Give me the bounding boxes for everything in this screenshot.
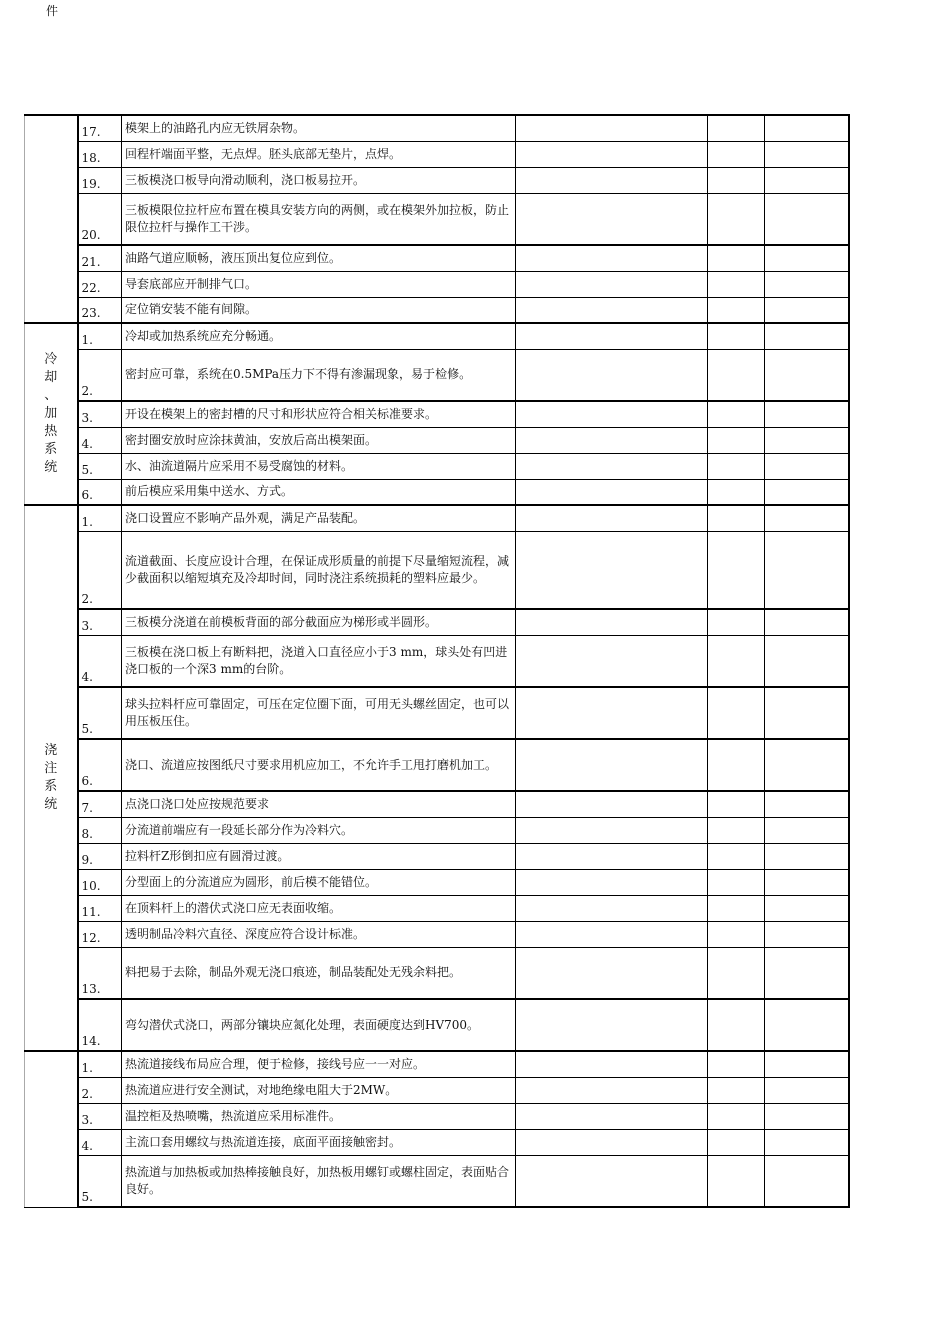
section-category: [25, 323, 78, 505]
item-text: 温控柜及热喷嘴，热流道应采用标准件。: [122, 1103, 516, 1129]
check-cell-c[interactable]: [765, 1051, 849, 1077]
item-number: 13.: [78, 947, 122, 999]
table-row: [25, 505, 849, 531]
item-text: 热流道接线布局应合理，便于检修，接线号应一一对应。: [122, 1051, 516, 1077]
table-row: [25, 271, 849, 297]
check-cell-b[interactable]: [708, 609, 765, 635]
item-text: 定位销安装不能有间隙。: [122, 297, 516, 323]
item-text: 开设在模架上的密封槽的尺寸和形状应符合相关标准要求。: [122, 401, 516, 427]
table-row: [25, 843, 849, 869]
item-text: 油路气道应顺畅，液压顶出复位应到位。: [122, 245, 516, 271]
check-cell-a[interactable]: [516, 999, 708, 1051]
check-cell-c[interactable]: [765, 1129, 849, 1155]
item-number: 3.: [78, 609, 122, 635]
item-text: 前后模应采用集中送水、方式。: [122, 479, 516, 505]
item-number: 1.: [78, 323, 122, 349]
item-text: 密封应可靠，系统在0.5MPa压力下不得有渗漏现象，易于检修。: [122, 349, 516, 401]
check-cell-c[interactable]: [765, 427, 849, 453]
item-number: 6.: [78, 739, 122, 791]
check-cell-c[interactable]: [765, 999, 849, 1051]
table-row: [25, 947, 849, 999]
check-cell-b[interactable]: [708, 921, 765, 947]
table-row: [25, 1077, 849, 1103]
check-cell-b[interactable]: [708, 531, 765, 609]
table-row: [25, 791, 849, 817]
check-cell-c[interactable]: [765, 1155, 849, 1207]
check-cell-b[interactable]: [708, 323, 765, 349]
item-text: 浇口设置应不影响产品外观，满足产品装配。: [122, 505, 516, 531]
item-text: 点浇口浇口处应按规范要求: [122, 791, 516, 817]
item-text: 浇口、流道应按图纸尺寸要求用机应加工，不允许手工甩打磨机加工。: [122, 739, 516, 791]
table-row: [25, 349, 849, 401]
item-number: 19.: [78, 167, 122, 193]
check-cell-c[interactable]: [765, 167, 849, 193]
check-cell-c[interactable]: [765, 843, 849, 869]
check-cell-c[interactable]: [765, 791, 849, 817]
table-row: [25, 1129, 849, 1155]
table-row: [25, 141, 849, 167]
table-row: [25, 921, 849, 947]
section-category: [25, 505, 78, 1051]
item-number: 5.: [78, 453, 122, 479]
item-number: 18.: [78, 141, 122, 167]
table-row: [25, 1051, 849, 1077]
check-cell-b[interactable]: [708, 999, 765, 1051]
item-text: 弯勾潜伏式浇口，两部分镶块应氮化处理，表面硬度达到HV700。: [122, 999, 516, 1051]
item-number: 10.: [78, 869, 122, 895]
table-row: [25, 635, 849, 687]
item-text: 流道截面、长度应设计合理，在保证成形质量的前提下尽量缩短流程，减少截面积以缩短填充及冷却时间，同时浇注系统损耗的塑料应最少。: [122, 531, 516, 609]
check-cell-b[interactable]: [708, 1155, 765, 1207]
check-cell-a[interactable]: [516, 1051, 708, 1077]
check-cell-c[interactable]: [765, 635, 849, 687]
item-number: 6.: [78, 479, 122, 505]
table-row: [25, 193, 849, 245]
item-number: 14.: [78, 999, 122, 1051]
check-cell-a[interactable]: [516, 1155, 708, 1207]
check-cell-a[interactable]: [516, 401, 708, 427]
check-cell-c[interactable]: [765, 141, 849, 167]
item-number: 11.: [78, 895, 122, 921]
item-number: 20.: [78, 193, 122, 245]
check-cell-a[interactable]: [516, 1103, 708, 1129]
check-cell-b[interactable]: [708, 947, 765, 999]
check-cell-b[interactable]: [708, 791, 765, 817]
item-number: 8.: [78, 817, 122, 843]
section-category: [25, 1051, 78, 1207]
section-category: [25, 115, 78, 323]
item-number: 21.: [78, 245, 122, 271]
item-number: 4.: [78, 427, 122, 453]
check-cell-b[interactable]: [708, 297, 765, 323]
table-row: [25, 1103, 849, 1129]
item-number: 17.: [78, 115, 122, 141]
check-cell-a[interactable]: [516, 323, 708, 349]
item-number: 4.: [78, 1129, 122, 1155]
check-cell-b[interactable]: [708, 401, 765, 427]
item-number: 3.: [78, 1103, 122, 1129]
table-row: [25, 401, 849, 427]
check-cell-a[interactable]: [516, 1077, 708, 1103]
item-number: 23.: [78, 297, 122, 323]
checklist-table: [24, 114, 850, 1208]
check-cell-c[interactable]: [765, 505, 849, 531]
check-cell-b[interactable]: [708, 895, 765, 921]
check-cell-b[interactable]: [708, 635, 765, 687]
check-cell-a[interactable]: [516, 193, 708, 245]
check-cell-a[interactable]: [516, 271, 708, 297]
check-cell-c[interactable]: [765, 895, 849, 921]
check-cell-a[interactable]: [516, 141, 708, 167]
table-row: [25, 869, 849, 895]
check-cell-c[interactable]: [765, 947, 849, 999]
table-row: [25, 1155, 849, 1207]
item-number: 5.: [78, 687, 122, 739]
check-cell-b[interactable]: [708, 843, 765, 869]
item-text: 料把易于去除，制品外观无浇口痕迹，制品装配处无残余料把。: [122, 947, 516, 999]
check-cell-a[interactable]: [516, 791, 708, 817]
check-cell-b[interactable]: [708, 817, 765, 843]
check-cell-c[interactable]: [765, 817, 849, 843]
check-cell-c[interactable]: [765, 687, 849, 739]
item-text: 分型面上的分流道应为圆形，前后模不能错位。: [122, 869, 516, 895]
item-text: 三板模在浇口板上有断料把，浇道入口直径应小于3 mm，球头处有凹进浇口板的一个深3 mm的台阶。: [122, 635, 516, 687]
item-number: 7.: [78, 791, 122, 817]
check-cell-c[interactable]: [765, 869, 849, 895]
check-cell-c[interactable]: [765, 609, 849, 635]
check-cell-c[interactable]: [765, 531, 849, 609]
check-cell-c[interactable]: [765, 1103, 849, 1129]
item-text: 三板模分浇道在前模板背面的部分截面应为梯形或半圆形。: [122, 609, 516, 635]
check-cell-b[interactable]: [708, 141, 765, 167]
check-cell-a[interactable]: [516, 739, 708, 791]
item-text: 热流道应进行安全测试，对地绝缘电阻大于2MW。: [122, 1077, 516, 1103]
check-cell-b[interactable]: [708, 479, 765, 505]
check-cell-c[interactable]: [765, 479, 849, 505]
table-row: [25, 427, 849, 453]
item-number: 2.: [78, 349, 122, 401]
item-number: 22.: [78, 271, 122, 297]
check-cell-a[interactable]: [516, 505, 708, 531]
table-row: [25, 115, 849, 141]
check-cell-c[interactable]: [765, 453, 849, 479]
check-cell-a[interactable]: [516, 947, 708, 999]
table-row: [25, 739, 849, 791]
check-cell-b[interactable]: [708, 739, 765, 791]
check-cell-a[interactable]: [516, 297, 708, 323]
item-text: 透明制品冷料穴直径、深度应符合设计标准。: [122, 921, 516, 947]
check-cell-b[interactable]: [708, 427, 765, 453]
item-number: 3.: [78, 401, 122, 427]
table-row: [25, 297, 849, 323]
item-text: 三板模浇口板导向滑动顺利，浇口板易拉开。: [122, 167, 516, 193]
item-number: 2.: [78, 531, 122, 609]
check-cell-c[interactable]: [765, 1077, 849, 1103]
check-cell-a[interactable]: [516, 921, 708, 947]
item-text: 密封圈安放时应涂抹黄油，安放后高出模架面。: [122, 427, 516, 453]
check-cell-c[interactable]: [765, 349, 849, 401]
check-cell-c[interactable]: [765, 193, 849, 245]
table-row: [25, 817, 849, 843]
check-cell-a[interactable]: [516, 635, 708, 687]
check-cell-c[interactable]: [765, 245, 849, 271]
check-cell-a[interactable]: [516, 427, 708, 453]
item-text: 分流道前端应有一段延长部分作为冷料穴。: [122, 817, 516, 843]
table-row: [25, 453, 849, 479]
check-cell-b[interactable]: [708, 687, 765, 739]
check-cell-b[interactable]: [708, 115, 765, 141]
check-cell-b[interactable]: [708, 1103, 765, 1129]
item-number: 5.: [78, 1155, 122, 1207]
check-cell-a[interactable]: [516, 115, 708, 141]
check-cell-a[interactable]: [516, 1129, 708, 1155]
check-cell-b[interactable]: [708, 167, 765, 193]
check-cell-c[interactable]: [765, 115, 849, 141]
section-title: 冷却、加热系统: [44, 352, 58, 475]
item-number: 9.: [78, 843, 122, 869]
check-cell-a[interactable]: [516, 167, 708, 193]
item-number: 4.: [78, 635, 122, 687]
check-cell-c[interactable]: [765, 323, 849, 349]
item-text: 回程杆端面平整，无点焊。胚头底部无垫片，点焊。: [122, 141, 516, 167]
item-number: 12.: [78, 921, 122, 947]
check-cell-c[interactable]: [765, 271, 849, 297]
check-cell-c[interactable]: [765, 401, 849, 427]
item-number: 1.: [78, 1051, 122, 1077]
check-cell-a[interactable]: [516, 349, 708, 401]
table-row: [25, 479, 849, 505]
section-title: 浇注系统: [44, 743, 58, 812]
item-text: 水、油流道隔片应采用不易受腐蚀的材料。: [122, 453, 516, 479]
check-cell-b[interactable]: [708, 869, 765, 895]
check-cell-a[interactable]: [516, 531, 708, 609]
check-cell-c[interactable]: [765, 297, 849, 323]
table-row: [25, 609, 849, 635]
item-text: 主流口套用螺纹与热流道连接，底面平面接触密封。: [122, 1129, 516, 1155]
item-number: 2.: [78, 1077, 122, 1103]
table-row: [25, 323, 849, 349]
item-text: 拉料杆Z形倒扣应有圆滑过渡。: [122, 843, 516, 869]
item-text: 球头拉料杆应可靠固定，可压在定位圈下面，可用无头螺丝固定，也可以用压板压住。: [122, 687, 516, 739]
table-row: [25, 687, 849, 739]
check-cell-b[interactable]: [708, 245, 765, 271]
check-cell-c[interactable]: [765, 921, 849, 947]
check-cell-a[interactable]: [516, 453, 708, 479]
check-cell-b[interactable]: [708, 1077, 765, 1103]
item-text: 导套底部应开制排气口。: [122, 271, 516, 297]
check-cell-b[interactable]: [708, 1129, 765, 1155]
check-cell-a[interactable]: [516, 479, 708, 505]
item-text: 模架上的油路孔内应无铁屑杂物。: [122, 115, 516, 141]
table-row: [25, 531, 849, 609]
check-cell-a[interactable]: [516, 687, 708, 739]
item-text: 三板模限位拉杆应布置在模具安装方向的两侧，或在模架外加拉板，防止限位拉杆与操作工干涉。: [122, 193, 516, 245]
check-cell-a[interactable]: [516, 817, 708, 843]
check-cell-b[interactable]: [708, 505, 765, 531]
table-row: [25, 167, 849, 193]
check-cell-b[interactable]: [708, 349, 765, 401]
table-row: [25, 895, 849, 921]
check-cell-b[interactable]: [708, 1051, 765, 1077]
item-text: 热流道与加热板或加热棒接触良好，加热板用螺钉或螺柱固定，表面贴合良好。: [122, 1155, 516, 1207]
check-cell-b[interactable]: [708, 271, 765, 297]
check-cell-a[interactable]: [516, 245, 708, 271]
check-cell-a[interactable]: [516, 609, 708, 635]
table-row: [25, 999, 849, 1051]
check-cell-b[interactable]: [708, 193, 765, 245]
check-cell-a[interactable]: [516, 869, 708, 895]
item-number: 1.: [78, 505, 122, 531]
check-cell-a[interactable]: [516, 843, 708, 869]
check-cell-c[interactable]: [765, 739, 849, 791]
check-cell-b[interactable]: [708, 453, 765, 479]
check-cell-a[interactable]: [516, 895, 708, 921]
item-text: 在顶料杆上的潜伏式浇口应无表面收缩。: [122, 895, 516, 921]
page-label: 件: [46, 4, 59, 18]
table-row: [25, 245, 849, 271]
item-text: 冷却或加热系统应充分畅通。: [122, 323, 516, 349]
